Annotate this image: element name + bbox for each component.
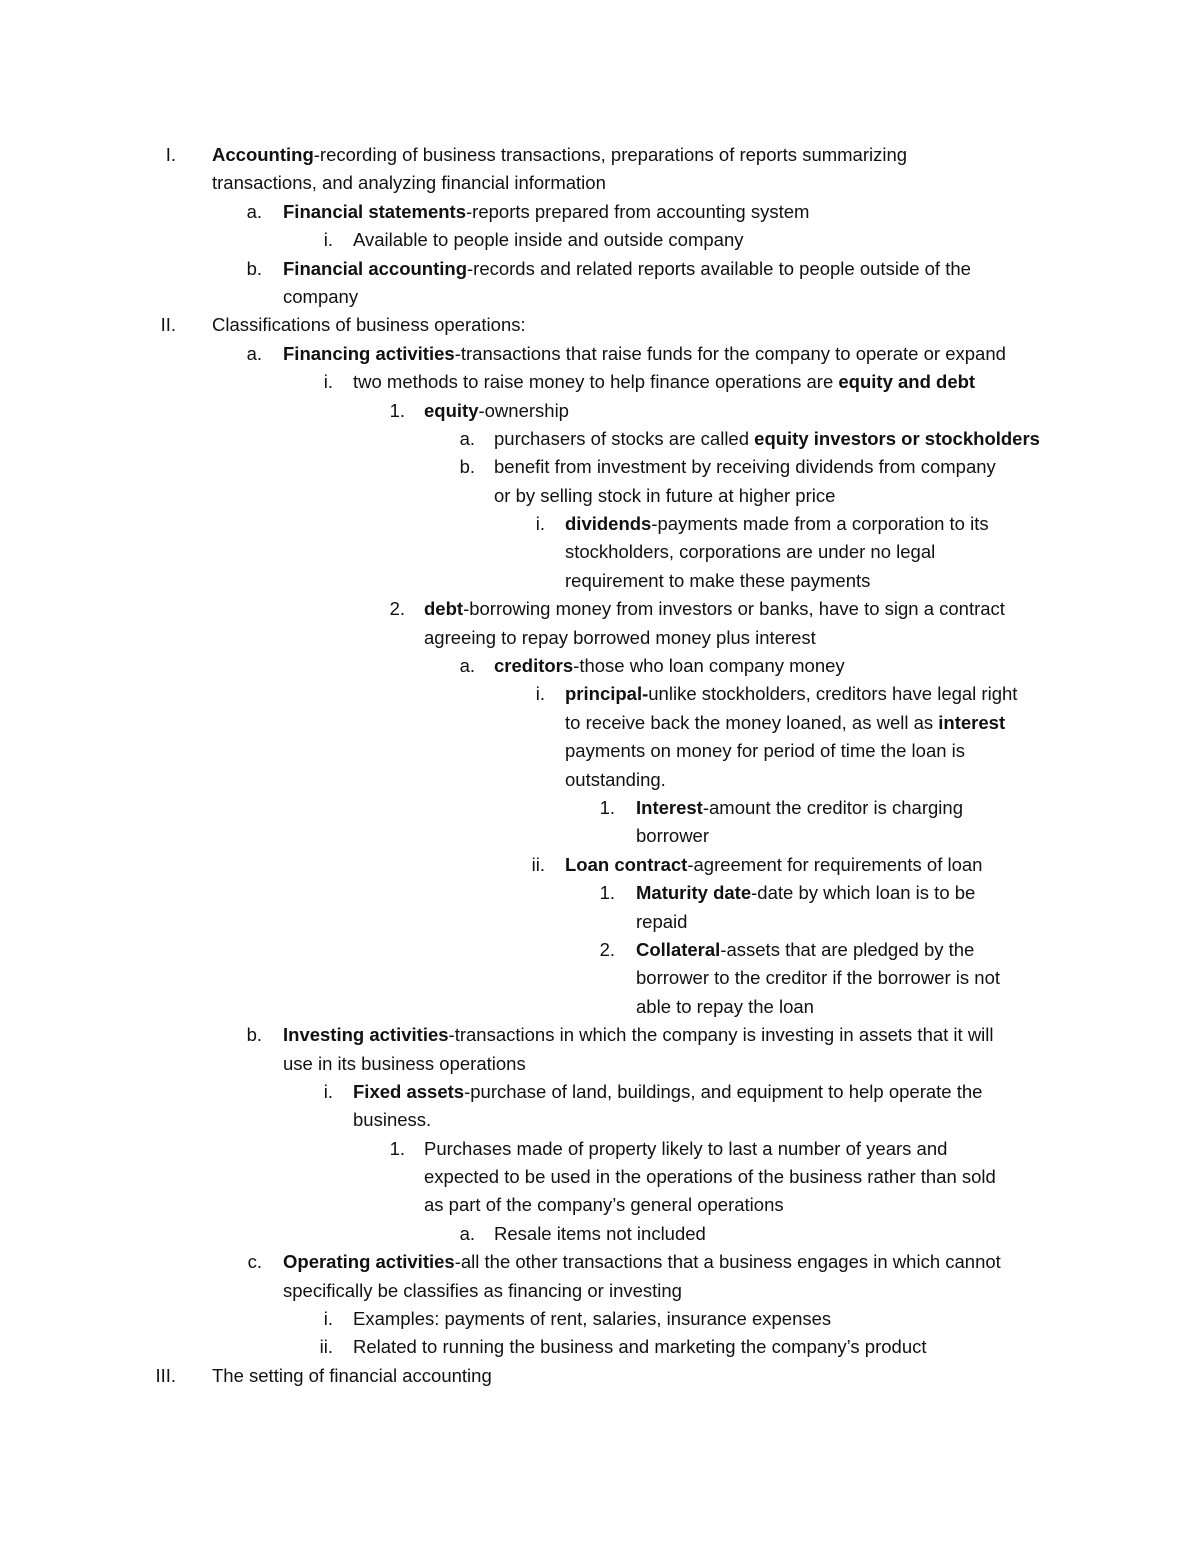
line-text [283, 283, 358, 311]
outline-line [0, 1191, 1200, 1219]
outline-line [0, 993, 1200, 1021]
text-run: The setting of financial accounting [212, 1364, 492, 1386]
text-run: -borrowing money from investors or banks, have to sign a contract [463, 598, 1005, 620]
outline-line [0, 567, 1200, 595]
list-marker: i. [323, 1308, 333, 1330]
line-text [212, 141, 907, 169]
line-text [353, 368, 975, 396]
outline-line [0, 1163, 1200, 1191]
line-text [283, 1277, 682, 1305]
text-run: Purchases made of property likely to last a number of years and [424, 1137, 948, 1159]
outline-line [0, 1333, 1200, 1361]
text-run: outstanding. [565, 768, 666, 790]
line-text [565, 851, 982, 879]
line-text [283, 1021, 994, 1049]
list-marker: a. [459, 427, 475, 449]
term-bold: Interest [636, 796, 703, 818]
line-text [636, 964, 1000, 992]
list-marker: b. [246, 1024, 262, 1046]
line-text [353, 226, 744, 254]
line-text [353, 1106, 431, 1134]
text-run: transactions, and analyzing financial information [212, 172, 606, 194]
line-text [565, 737, 965, 765]
term-bold: debt [424, 598, 464, 620]
outline-line [0, 624, 1200, 652]
list-marker: 1. [599, 796, 615, 818]
text-run: -records and related reports available to people outside of the [467, 257, 971, 279]
term-bold: equity and debt [838, 371, 976, 393]
list-marker: 1. [389, 1137, 405, 1159]
list-marker: a. [459, 1222, 475, 1244]
outline-line [0, 1021, 1200, 1049]
line-text [424, 1191, 784, 1219]
text-run: -reports prepared from accounting system [466, 200, 810, 222]
term-bold: Investing activities [283, 1024, 449, 1046]
text-run: to receive back the money loaned, as well as [565, 711, 939, 733]
line-text [636, 936, 974, 964]
term-bold: Accounting [212, 144, 314, 165]
line-text [283, 1248, 1001, 1276]
outline-line [0, 709, 1200, 737]
outline-line [0, 255, 1200, 283]
text-run: -date by which loan is to be [751, 882, 976, 904]
list-marker: b. [459, 456, 475, 478]
text-run: -all the other transactions that a business engages in which cannot [454, 1251, 1001, 1273]
outline-line [0, 482, 1200, 510]
line-text [494, 453, 996, 481]
outline-line [0, 453, 1200, 481]
outline-document [0, 141, 1200, 1390]
term-bold: Collateral [636, 938, 721, 960]
line-text [565, 510, 989, 538]
outline-line [0, 510, 1200, 538]
outline-line [0, 1248, 1200, 1276]
text-run: -amount the creditor is charging [702, 796, 963, 818]
line-text [636, 794, 963, 822]
text-run: agreeing to repay borrowed money plus interest [424, 626, 816, 648]
text-run: stockholders, corporations are under no legal [565, 541, 936, 563]
list-marker: i. [535, 513, 545, 535]
text-run: -assets that are pledged by the [720, 938, 975, 960]
term-bold: Fixed assets [353, 1080, 465, 1102]
line-text [424, 624, 816, 652]
text-run: -recording of business transactions, preparations of reports summarizing [313, 144, 908, 165]
line-text [353, 1333, 927, 1361]
text-run: -transactions that raise funds for the company to operate or expand [454, 342, 1006, 364]
line-text [424, 595, 1005, 623]
list-marker: i. [323, 229, 333, 251]
text-run: -agreement for requirements of loan [687, 853, 983, 875]
list-marker: a. [459, 655, 475, 677]
line-text [283, 1050, 526, 1078]
term-bold: Loan contract [565, 853, 688, 875]
line-text [424, 1163, 996, 1191]
outline-line [0, 794, 1200, 822]
line-text [494, 482, 835, 510]
list-marker: 1. [599, 882, 615, 904]
term-bold: Financing activities [283, 342, 455, 364]
term-bold: Financial statements [283, 200, 467, 222]
text-run: expected to be used in the operations of the business rather than sold [424, 1166, 996, 1188]
list-marker: I. [165, 144, 176, 165]
outline-line [0, 964, 1200, 992]
list-marker: b. [246, 257, 262, 279]
outline-line [0, 908, 1200, 936]
text-run: benefit from investment by receiving dividends from company [494, 456, 996, 478]
list-marker: a. [246, 342, 262, 364]
text-run: business. [353, 1109, 432, 1131]
term-bold: Maturity date [636, 882, 752, 904]
line-text [565, 567, 870, 595]
list-marker: 2. [389, 598, 405, 620]
text-run: Resale items not included [494, 1222, 706, 1244]
outline-line [0, 1078, 1200, 1106]
outline-line [0, 766, 1200, 794]
text-run: two methods to raise money to help finance operations are [353, 371, 839, 393]
outline-line [0, 680, 1200, 708]
term-bold: Financial accounting [283, 257, 467, 279]
text-run: -those who loan company money [573, 655, 845, 677]
text-run: unlike stockholders, creditors have legal right [648, 683, 1018, 705]
line-text [353, 1078, 982, 1106]
term-bold: dividends [565, 513, 652, 535]
list-marker: III. [155, 1364, 176, 1386]
line-text [636, 908, 687, 936]
outline-line [0, 169, 1200, 197]
line-text [565, 766, 666, 794]
line-text [283, 340, 1006, 368]
line-text [494, 425, 1040, 453]
line-text [565, 709, 1005, 737]
line-text [424, 397, 569, 425]
outline-line [0, 397, 1200, 425]
list-marker: ii. [319, 1336, 333, 1358]
outline-line [0, 1220, 1200, 1248]
outline-line [0, 822, 1200, 850]
line-text [212, 311, 526, 339]
outline-line [0, 340, 1200, 368]
list-marker: i. [535, 683, 545, 705]
text-run: as part of the company’s general operations [424, 1194, 784, 1216]
line-text [212, 1362, 492, 1390]
text-run: Examples: payments of rent, salaries, insurance expenses [353, 1308, 832, 1330]
text-run: -transactions in which the company is investing in assets that it will [448, 1024, 994, 1046]
term-bold: Operating activities [283, 1251, 455, 1273]
outline-line [0, 1135, 1200, 1163]
line-text [636, 822, 709, 850]
text-run: Related to running the business and marketing the company’s product [353, 1336, 927, 1358]
line-text [283, 255, 971, 283]
outline-line [0, 368, 1200, 396]
text-run: -purchase of land, buildings, and equipment to help operate the [464, 1080, 983, 1102]
outline-line [0, 1277, 1200, 1305]
text-run: or by selling stock in future at higher price [494, 484, 836, 506]
text-run: Classifications of business operations: [212, 314, 526, 336]
line-text [494, 652, 845, 680]
line-text [424, 1135, 947, 1163]
list-marker: 1. [389, 399, 405, 421]
list-marker: c. [247, 1251, 262, 1273]
outline-line [0, 283, 1200, 311]
line-text [636, 993, 814, 1021]
term-bold: principal- [565, 683, 649, 705]
line-text [353, 1305, 831, 1333]
outline-line [0, 226, 1200, 254]
outline-line [0, 1050, 1200, 1078]
outline-line [0, 198, 1200, 226]
list-marker: 2. [599, 938, 615, 960]
text-run: borrower to the creditor if the borrower is not [636, 967, 1000, 989]
list-marker: i. [323, 371, 333, 393]
line-text [283, 198, 809, 226]
outline-line [0, 425, 1200, 453]
list-marker: a. [246, 200, 262, 222]
term-bold: equity [424, 399, 479, 421]
list-marker: II. [160, 314, 176, 336]
text-run: -payments made from a corporation to its [651, 513, 989, 535]
line-text [636, 879, 975, 907]
text-run: borrower [636, 825, 709, 847]
outline-line [0, 851, 1200, 879]
line-text [565, 538, 935, 566]
term-bold: creditors [494, 655, 574, 677]
outline-line [0, 141, 1200, 169]
outline-line [0, 1106, 1200, 1134]
term-bold: equity investors or stockholders [754, 427, 1040, 449]
outline-line [0, 737, 1200, 765]
list-marker: i. [323, 1080, 333, 1102]
outline-line [0, 538, 1200, 566]
outline-line [0, 1305, 1200, 1333]
text-run: use in its business operations [283, 1052, 526, 1074]
outline-line [0, 936, 1200, 964]
line-text [212, 169, 606, 197]
text-run: Available to people inside and outside company [353, 229, 744, 251]
text-run: purchasers of stocks are called [494, 427, 755, 449]
text-run: specifically be classifies as financing or investing [283, 1279, 682, 1301]
text-run: repaid [636, 910, 688, 932]
outline-line [0, 595, 1200, 623]
text-run: requirement to make these payments [565, 569, 871, 591]
list-marker: ii. [531, 853, 545, 875]
text-run: company [283, 285, 359, 307]
outline-line [0, 1362, 1200, 1390]
text-run: -ownership [478, 399, 569, 421]
text-run: able to repay the loan [636, 995, 814, 1017]
text-run: payments on money for period of time the loan is [565, 740, 966, 762]
outline-line [0, 879, 1200, 907]
line-text [494, 1220, 706, 1248]
outline-line [0, 652, 1200, 680]
term-bold: interest [938, 711, 1006, 733]
outline-line [0, 311, 1200, 339]
line-text [565, 680, 1017, 708]
